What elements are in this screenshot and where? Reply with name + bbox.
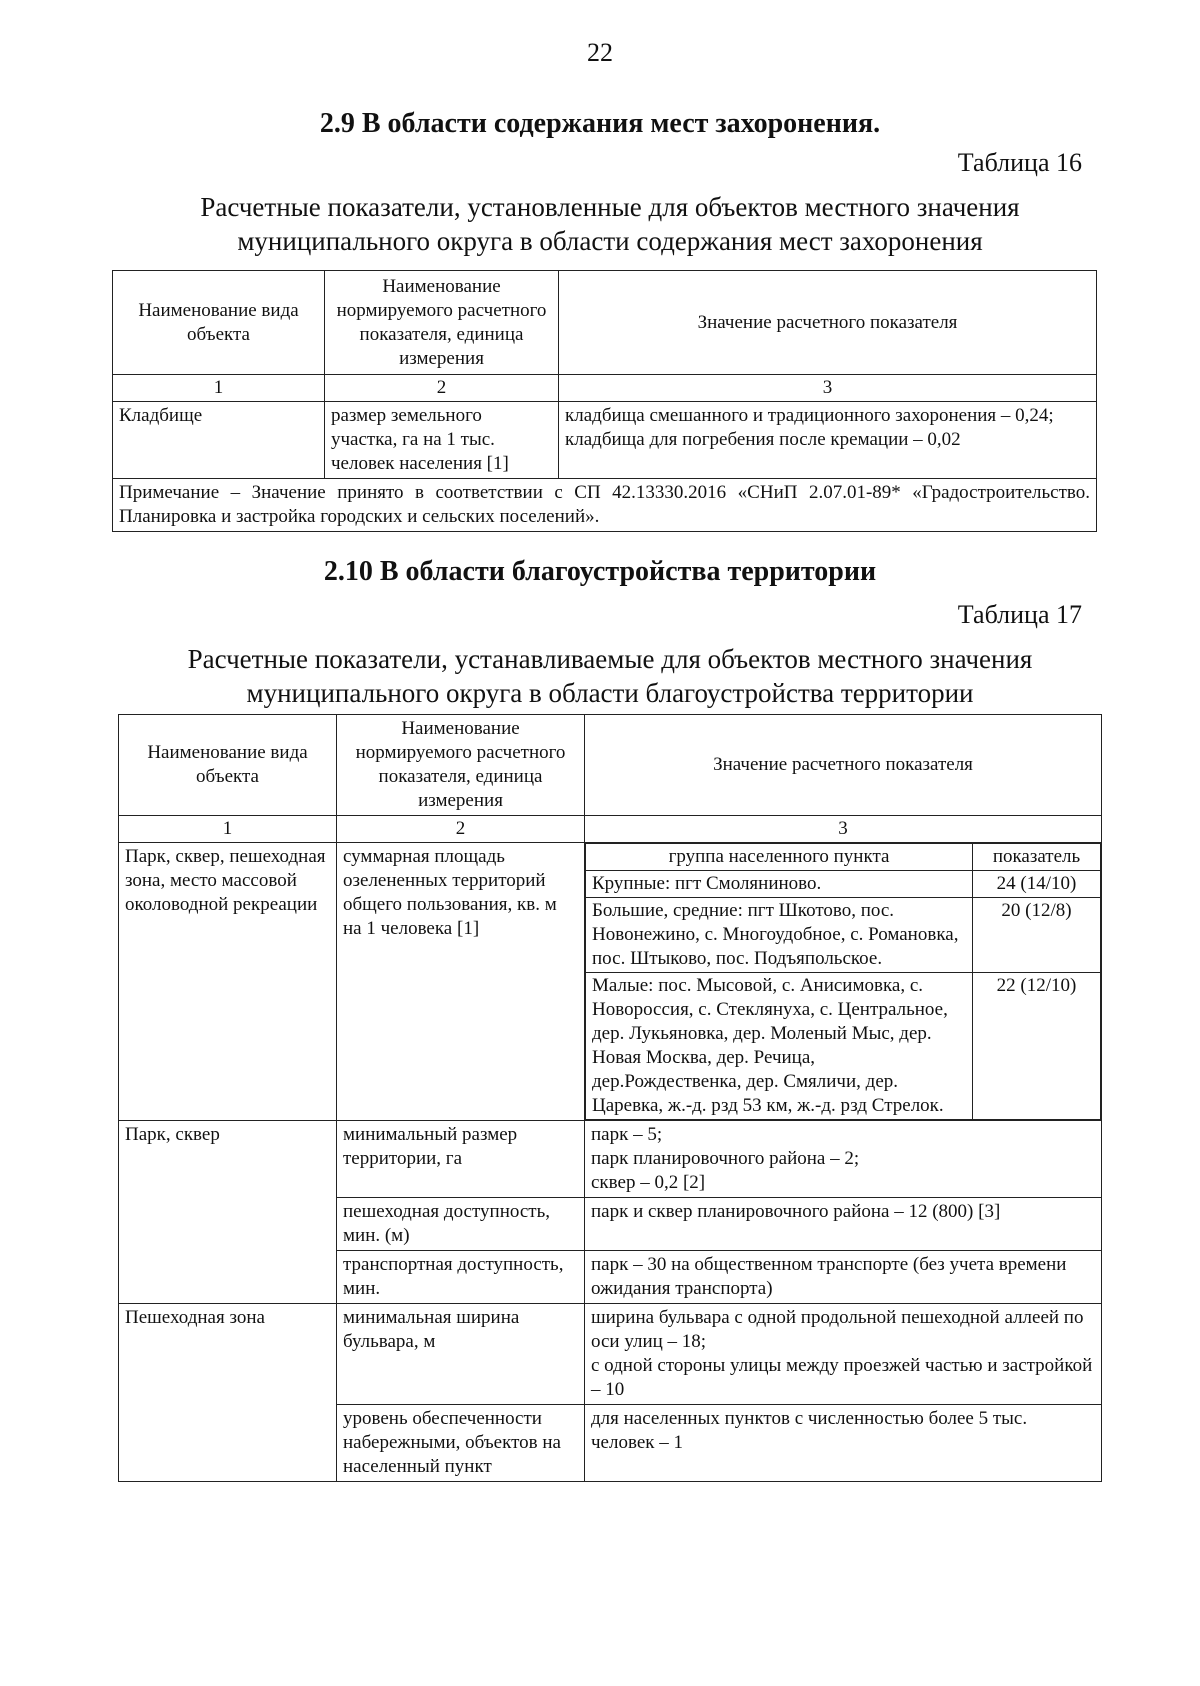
- table-17-header-value: Значение расчетного показателя: [585, 715, 1102, 816]
- settlement-groups-table: [585, 843, 1101, 1120]
- settlement-group: Малые: пос. Мысовой, с. Анисимовка, с. Новороссия, с. Стеклянуха, с. Центральное, дер. Лукьяновка, дер. Моленый Мыс, дер. Новая Москва, дер. Речица, дер.Рождественка, дер. Смяличи, дер. Царевка, ж.-д. рзд 53 км, ж.-д. рзд Стрелок.: [586, 973, 973, 1120]
- table-16-header-object: Наименование вида объекта: [113, 271, 325, 375]
- table-17: [118, 714, 1102, 1482]
- table-16-note-row: [113, 479, 1097, 532]
- table-16-title: [110, 190, 1110, 258]
- group-value: 24 (14/10): [973, 871, 1101, 898]
- indicator-value: для населенных пунктов с численностью более 5 тыс. человек – 1: [585, 1405, 1102, 1482]
- indicator-value: парк и сквер планировочного района – 12 (800) [3]: [585, 1198, 1102, 1251]
- object-name: Пешеходная зона: [119, 1304, 337, 1482]
- section-heading-2-10: 2.10 В области благоустройства территории: [323, 556, 877, 587]
- table-17-header-indicator: Наименование нормируемого расчетного показателя, единица измерения: [337, 715, 585, 816]
- settlement-group: Крупные: пгт Смоляниново.: [586, 871, 973, 898]
- column-number: 2: [337, 816, 585, 843]
- group-value: 22 (12/10): [973, 973, 1101, 1120]
- table-17-title-line2: муниципального округа в области благоустройства территории: [246, 678, 974, 708]
- value-line: кладбища смешанного и традиционного захоронения – 0,24;: [565, 405, 1054, 426]
- table-17-column-numbers: [119, 816, 1102, 843]
- indicator-value: [585, 843, 1102, 1121]
- table-17-title: [110, 642, 1110, 710]
- section-heading-2-9: 2.9 В области содержания мест захоронения.: [319, 108, 881, 139]
- object-name: Парк, сквер: [119, 1121, 337, 1304]
- indicator-value: ширина бульвара с одной продольной пешеходной аллеей по оси улиц – 18; с одной стороны улицы между проезжей частью и застройкой – 10: [585, 1304, 1102, 1405]
- indicator-name: суммарная площадь озелененных территорий общего пользования, кв. м на 1 человека [1]: [337, 843, 585, 1121]
- column-number: 3: [559, 375, 1097, 402]
- table-17-label: Таблица 17: [957, 600, 1082, 629]
- table-16-title-line1: Расчетные показатели, установленные для объектов местного значения: [200, 192, 1020, 222]
- column-number: 2: [325, 375, 559, 402]
- group-value: 20 (12/8): [973, 898, 1101, 973]
- list-item: [586, 898, 1101, 973]
- table-16-title-line2: муниципального округа в области содержания мест захоронения: [237, 226, 983, 256]
- settlement-group: Большие, средние: пгт Шкотово, пос. Новонежино, с. Многоудобное, с. Романовка, пос. Штыково, пос. Подъяпольское.: [586, 898, 973, 973]
- list-item: [586, 973, 1101, 1120]
- indicator-value: парк – 5; парк планировочного района – 2; сквер – 0,2 [2]: [585, 1121, 1102, 1198]
- indicator-name: минимальный размер территории, га: [337, 1121, 585, 1198]
- indicator-name: уровень обеспеченности набережными, объектов на населенный пункт: [337, 1405, 585, 1482]
- object-name: Парк, сквер, пешеходная зона, место массовой околоводной рекреации: [119, 843, 337, 1121]
- inner-header-group: группа населенного пункта: [586, 844, 973, 871]
- column-number: 3: [585, 816, 1102, 843]
- indicator-value: [559, 402, 1097, 479]
- list-item: [586, 871, 1101, 898]
- table-16: [112, 270, 1097, 532]
- object-name: Кладбище: [113, 402, 325, 479]
- indicator-name: транспортная доступность, мин.: [337, 1251, 585, 1304]
- table-16-label: Таблица 16: [957, 148, 1082, 177]
- indicator-name: размер земельного участка, га на 1 тыс. человек населения [1]: [325, 402, 559, 479]
- inner-header-value: показатель: [973, 844, 1101, 871]
- indicator-name: минимальная ширина бульвара, м: [337, 1304, 585, 1405]
- indicator-value: парк – 30 на общественном транспорте (без учета времени ожидания транспорта): [585, 1251, 1102, 1304]
- value-line: кладбища для погребения после кремации – 0,02: [565, 429, 961, 450]
- page-number: 22: [587, 38, 613, 67]
- table-16-header-indicator: Наименование нормируемого расчетного показателя, единица измерения: [325, 271, 559, 375]
- indicator-name: пешеходная доступность, мин. (м): [337, 1198, 585, 1251]
- table-16-column-numbers: [113, 375, 1097, 402]
- table-row: [119, 843, 1102, 1121]
- table-row: [119, 1304, 1102, 1405]
- table-16-header-value: Значение расчетного показателя: [559, 271, 1097, 375]
- column-number: 1: [113, 375, 325, 402]
- table-17-header-object: Наименование вида объекта: [119, 715, 337, 816]
- table-17-title-line1: Расчетные показатели, устанавливаемые для объектов местного значения: [187, 644, 1033, 674]
- table-row: [119, 1121, 1102, 1198]
- table-16-note: Примечание – Значение принято в соответствии с СП 42.13330.2016 «СНиП 2.07.01-89* «Градостроительство. Планировка и застройка городских и сельских поселений».: [113, 479, 1097, 532]
- table-row: [113, 402, 1097, 479]
- column-number: 1: [119, 816, 337, 843]
